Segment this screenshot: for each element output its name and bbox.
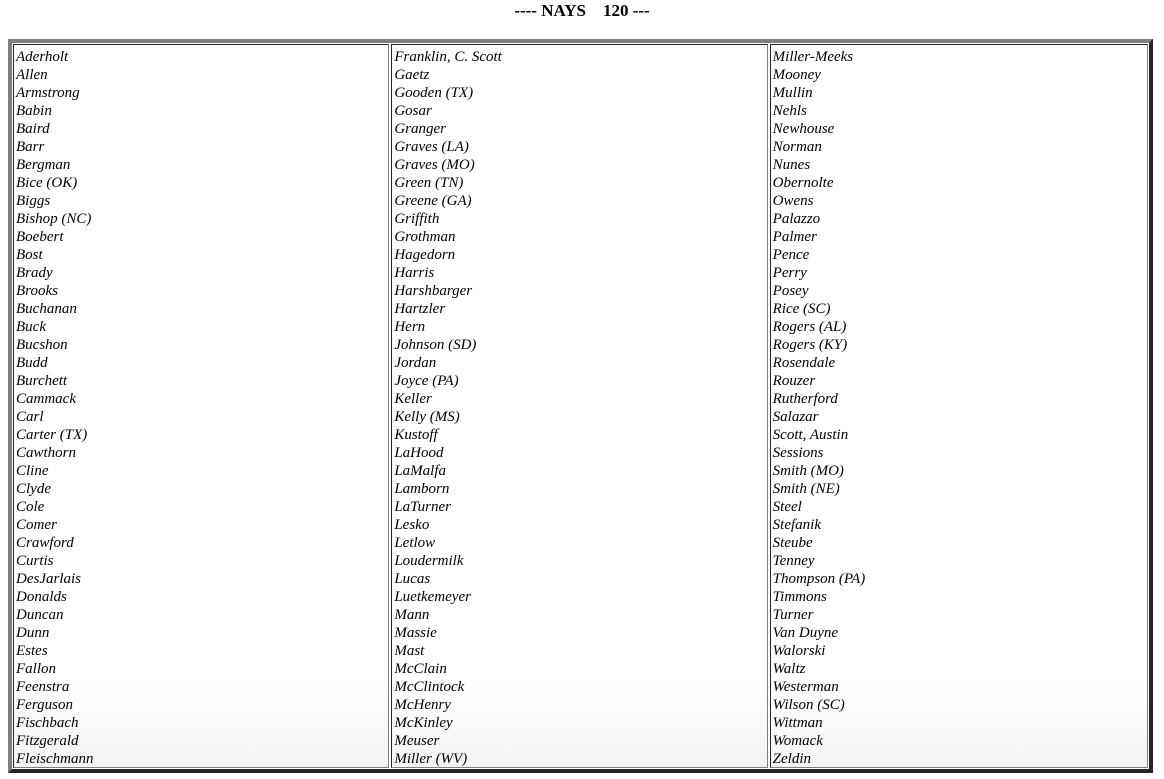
- member-name: Timmons: [772, 589, 827, 605]
- member-name: Bucshon: [16, 337, 68, 353]
- member-name: Luetkemeyer: [394, 589, 471, 605]
- member-name: Van Duyne: [772, 625, 839, 641]
- member-name: Rouzer: [772, 373, 816, 389]
- member-name: Palazzo: [772, 211, 821, 227]
- member-name: Babin: [16, 103, 52, 119]
- member-name: Wittman: [772, 715, 823, 731]
- member-name: Thompson (PA): [772, 571, 866, 587]
- nays-label: ---- NAYS: [514, 1, 586, 20]
- member-name: Hagedorn: [394, 247, 456, 263]
- member-name: Granger: [394, 121, 446, 137]
- nays-count: 120 ---: [602, 1, 650, 20]
- member-name: Carl: [16, 409, 44, 425]
- member-name: Rogers (AL): [772, 319, 847, 335]
- member-name: Armstrong: [16, 85, 80, 101]
- member-name: Lesko: [394, 517, 430, 533]
- member-name: Griffith: [394, 211, 440, 227]
- member-name: Bergman: [16, 157, 71, 173]
- member-name: Crawford: [16, 535, 74, 551]
- member-name: Bishop (NC): [16, 211, 92, 227]
- member-name: Johnson (SD): [394, 337, 477, 353]
- member-name: Nunes: [772, 157, 811, 173]
- member-name: Burchett: [16, 373, 68, 389]
- member-name: Rogers (KY): [772, 337, 848, 353]
- member-name: LaHood: [394, 445, 444, 461]
- member-name: McKinley: [394, 715, 453, 731]
- member-name: Owens: [772, 193, 814, 209]
- member-name: Buchanan: [16, 301, 77, 317]
- member-name: Estes: [16, 643, 48, 659]
- member-name: Kelly (MS): [394, 409, 460, 425]
- member-name: Clyde: [16, 481, 51, 497]
- member-name: Fitzgerald: [16, 733, 79, 749]
- member-name: Donalds: [16, 589, 67, 605]
- member-name: Comer: [16, 517, 57, 533]
- member-name: Lucas: [394, 571, 431, 587]
- member-name: Cline: [16, 463, 49, 479]
- member-name: Miller-Meeks: [772, 49, 854, 65]
- member-name: Biggs: [16, 193, 51, 209]
- member-name: Feenstra: [16, 679, 70, 695]
- member-name: Rosendale: [772, 355, 836, 371]
- member-name: Meuser: [394, 733, 440, 749]
- member-name: Brooks: [16, 283, 58, 299]
- member-name: Scott, Austin: [772, 427, 849, 443]
- member-name: Rice (SC): [772, 301, 831, 317]
- member-name: Cawthorn: [16, 445, 77, 461]
- member-name: Duncan: [16, 607, 64, 623]
- member-name: McClain: [394, 661, 447, 677]
- nays-table: [8, 39, 1153, 773]
- member-name: Fleischmann: [16, 751, 94, 767]
- member-name: Westerman: [772, 679, 839, 695]
- nays-column-3: [770, 44, 1148, 768]
- member-name: Buck: [16, 319, 46, 335]
- member-name: Hern: [394, 319, 426, 335]
- member-name: Palmer: [772, 229, 817, 245]
- member-name: Salazar: [772, 409, 819, 425]
- member-name: Mann: [394, 607, 430, 623]
- member-name: Steube: [772, 535, 813, 551]
- nays-column-2: [391, 44, 767, 768]
- member-name: McClintock: [394, 679, 465, 695]
- member-name: Ferguson: [16, 697, 73, 713]
- member-name: Rutherford: [772, 391, 838, 407]
- member-name: Nehls: [772, 103, 807, 119]
- member-name: Obernolte: [772, 175, 834, 191]
- member-name: Boebert: [16, 229, 64, 245]
- member-name: Jordan: [394, 355, 437, 371]
- member-name: Greene (GA): [394, 193, 472, 209]
- member-name: DesJarlais: [16, 571, 81, 587]
- member-name: Smith (NE): [772, 481, 840, 497]
- member-name: Pence: [772, 247, 810, 263]
- member-name: Posey: [772, 283, 809, 299]
- member-name: Franklin, C. Scott: [394, 49, 502, 65]
- member-name: Wilson (SC): [772, 697, 845, 713]
- member-name: Zeldin: [772, 751, 811, 767]
- member-name: Norman: [772, 139, 822, 155]
- member-name: Bice (OK): [16, 175, 78, 191]
- member-name: Joyce (PA): [394, 373, 459, 389]
- member-name: LaMalfa: [394, 463, 447, 479]
- member-name: Baird: [16, 121, 50, 137]
- member-name: LaTurner: [394, 499, 452, 515]
- member-name: Letlow: [394, 535, 436, 551]
- member-name: Walorski: [772, 643, 826, 659]
- member-name: Gaetz: [394, 67, 430, 83]
- member-name: Waltz: [772, 661, 806, 677]
- member-name: Kustoff: [394, 427, 438, 443]
- member-name: Mullin: [772, 85, 813, 101]
- member-name: Carter (TX): [16, 427, 88, 443]
- member-name: Budd: [16, 355, 48, 371]
- member-name: Tenney: [772, 553, 815, 569]
- member-name: Allen: [16, 67, 48, 83]
- member-name: Newhouse: [772, 121, 835, 137]
- member-name: Cammack: [16, 391, 76, 407]
- member-name: Aderholt: [16, 49, 69, 65]
- member-name: Graves (MO): [394, 157, 475, 173]
- member-name: Sessions: [772, 445, 824, 461]
- member-name: Harshbarger: [394, 283, 473, 299]
- member-name: Smith (MO): [772, 463, 844, 479]
- member-name: Hartzler: [394, 301, 446, 317]
- member-name: Massie: [394, 625, 437, 641]
- member-name: McHenry: [394, 697, 451, 713]
- member-name: Steel: [772, 499, 802, 515]
- member-name: Cole: [16, 499, 45, 515]
- member-name: Perry: [772, 265, 807, 281]
- member-name: Harris: [394, 265, 435, 281]
- member-name: Fischbach: [16, 715, 79, 731]
- member-name: Fallon: [16, 661, 56, 677]
- nays-column-1: [13, 44, 389, 768]
- member-name: Gooden (TX): [394, 85, 474, 101]
- member-name: Lamborn: [394, 481, 450, 497]
- member-name: Gosar: [394, 103, 432, 119]
- member-name: Stefanik: [772, 517, 821, 533]
- member-name: Keller: [394, 391, 432, 407]
- nays-heading: [0, 0, 1164, 22]
- member-name: Loudermilk: [394, 553, 464, 569]
- member-name: Dunn: [16, 625, 50, 641]
- member-name: Miller (WV): [394, 751, 468, 767]
- member-name: Womack: [772, 733, 823, 749]
- member-name: Barr: [16, 139, 45, 155]
- member-name: Bost: [16, 247, 43, 263]
- member-name: Mooney: [772, 67, 821, 83]
- member-name: Graves (LA): [394, 139, 469, 155]
- member-name: Green (TN): [394, 175, 464, 191]
- member-name: Mast: [394, 643, 425, 659]
- member-name: Turner: [772, 607, 814, 623]
- member-name: Curtis: [16, 553, 54, 569]
- member-name: Brady: [16, 265, 53, 281]
- member-name: Grothman: [394, 229, 456, 245]
